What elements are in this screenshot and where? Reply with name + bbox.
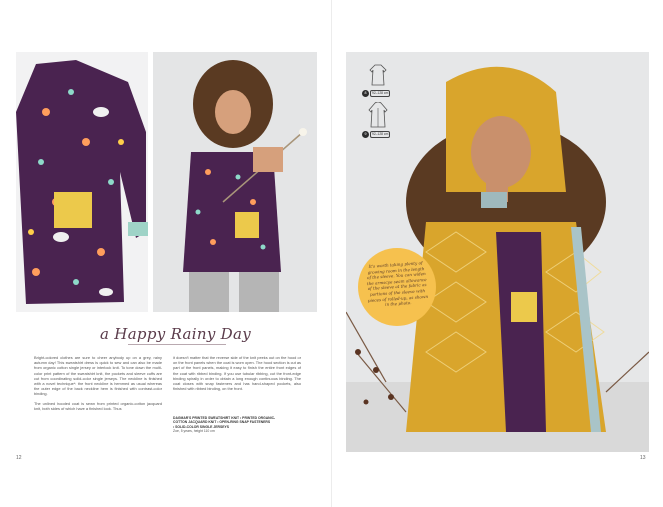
body-column-1 bbox=[34, 355, 162, 415]
coat-icon bbox=[367, 102, 389, 128]
size-range: 92–128 cm bbox=[372, 91, 389, 95]
body-paragraph: it doesn't matter that the reverse side of the knit peeks out on the hood or on the front panels when the coat is worn open. The hood section is cut as part of the front panels, making it easy to finish the entire front edges of the coat with ribbed binding. If you use tubular ribbing, cut the front-edge binding spirally in order to obtain a long enough continuous binding. The coat closes with snap fasteners and has hand-shaped pockets, also finished with ribbed binding, on the front. bbox=[173, 355, 301, 392]
headline-underline bbox=[128, 344, 226, 345]
page-number-right: 13 bbox=[640, 455, 646, 461]
girl-dress-photo bbox=[153, 52, 317, 312]
pattern-number: 8 bbox=[362, 90, 369, 97]
body-paragraph: Bright-colored clothes are sure to cheer anybody up on a grey, rainy autumn day! This sweatshirt dress is quick to sew and can also be made from organic cotton single jersey or interlock knit. To tone down the multi-color print pattern of the sweatshirt knit, the pockets and sleeve cuffs are cut from coordinating solid-color single jerseys. The neckline is finished with a novel technique*: the front neckline is hemmed as usual whereas the outer edge of the back neckline hem is finished with contrast-color binding. bbox=[34, 355, 162, 397]
caption-line: Zoe, 5 years, height 110 cm bbox=[173, 428, 215, 433]
size-badge-coat bbox=[362, 131, 390, 138]
dress-icon bbox=[369, 64, 387, 86]
dress-flatlay-photo bbox=[16, 52, 148, 312]
size-range: 92–128 cm bbox=[372, 132, 389, 136]
size-badge-dress bbox=[362, 90, 390, 97]
tip-quote: It's worth taking plenty of growing room in the length of the sleeve. You can widen the armscye seam allowance of the sleeve at the fabric as portions of the sleeve with pieces of rolled-up, as shown in the photo. bbox=[366, 260, 429, 308]
caption-line: DAGMAR'S PRINTED SWEATSHIRT KNIT • PRINTED ORGANIC- bbox=[173, 416, 276, 420]
caption-line: COTTON JACQUARD KNIT • OPEN-RING SNAP FASTENERS bbox=[173, 420, 271, 425]
materials-caption bbox=[173, 416, 301, 433]
headline: a Happy Rainy Day bbox=[100, 325, 252, 343]
pattern-number: 9 bbox=[362, 131, 369, 138]
page-number-left: 12 bbox=[16, 455, 22, 461]
body-column-2 bbox=[173, 355, 301, 395]
body-paragraph: The unlined hooded coat is sewn from printed organic-cotton jacquard knit, both sides of which have a finished look. Thus bbox=[34, 400, 162, 411]
caption-line: • SOLID-COLOR SINGLE JERSEYS bbox=[173, 424, 230, 429]
page-gutter bbox=[331, 0, 332, 507]
